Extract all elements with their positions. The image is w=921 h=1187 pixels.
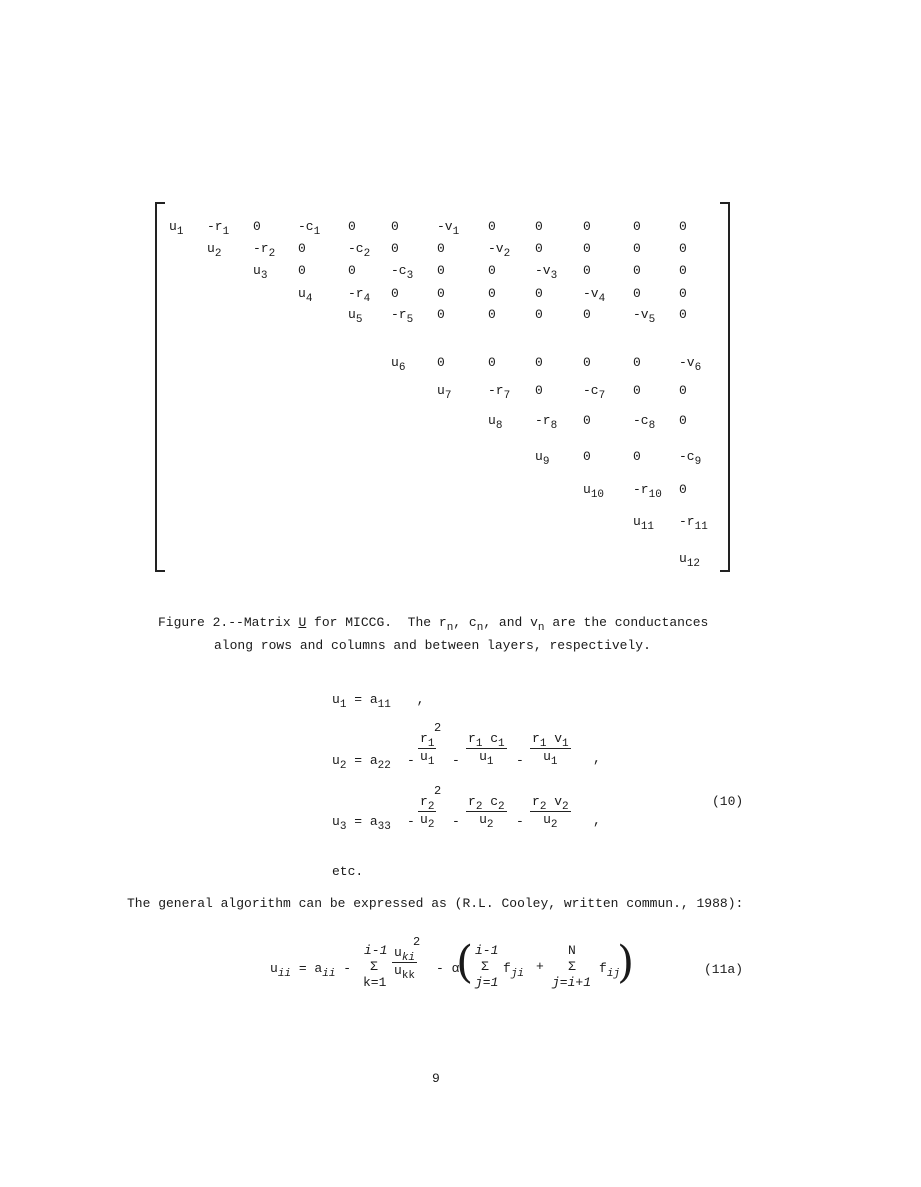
matrix-cell-r7-c9: 0 [535, 383, 543, 398]
matrix-cell-r5-c5: $u_5$ [348, 307, 363, 326]
superscript-2: 2 [413, 935, 421, 949]
caption-text: for MICCG. The r [306, 615, 447, 630]
fraction-r2c2-u2: $\frac{r_2 c_2}{u_2}$ [468, 794, 505, 831]
matrix-cell-r7-c8: $-r_7$ [488, 383, 511, 402]
sum2-upper-limit: i-1 [475, 943, 499, 958]
fraction-uki-ukk: $u_{ki}$ $u_{kk}$ [394, 945, 416, 982]
fraction-r1v1-u1: $\frac{r_1 v_1}{u_1}$ [532, 731, 569, 768]
matrix-cell-r2-c6: 0 [391, 241, 399, 256]
sigma-symbol: Σ [568, 959, 576, 974]
page-number: 9 [432, 1071, 440, 1086]
equation-u3-lhs: $u_3 = a_{33}$ [332, 814, 391, 833]
matrix-cell-r8-c11: $-c_8$ [633, 413, 656, 432]
matrix-cell-r4-c7: 0 [437, 286, 445, 301]
minus-sign: - [452, 753, 460, 768]
superscript-2: 2 [434, 784, 442, 798]
matrix-cell-r10-c10: $u_{10}$ [583, 482, 605, 501]
caption-matrix-symbol: U [298, 615, 307, 630]
comma: , [593, 751, 601, 766]
matrix-cell-r1-c4: $-c_1$ [298, 219, 321, 238]
matrix-cell-r2-c8: $-v_2$ [488, 241, 511, 260]
matrix-cell-r8-c8: $u_8$ [488, 413, 503, 432]
minus-sign: - [407, 753, 415, 768]
plus-sign: + [536, 959, 544, 974]
matrix-cell-r2-c12: 0 [679, 241, 687, 256]
matrix-cell-r5-c12: 0 [679, 307, 687, 322]
matrix-cell-r2-c9: 0 [535, 241, 543, 256]
matrix-cell-r5-c11: $-v_5$ [633, 307, 656, 326]
matrix-cell-r1-c3: 0 [253, 219, 261, 234]
caption-text: are the conductances [544, 615, 709, 630]
minus-sign: - [516, 814, 524, 829]
matrix-cell-r10-c11: $-r_{10}$ [633, 482, 662, 501]
matrix-cell-r6-c9: 0 [535, 355, 543, 370]
superscript-2: 2 [434, 721, 442, 735]
matrix-cell-r5-c7: 0 [437, 307, 445, 322]
matrix-cell-r1-c7: $-v_1$ [437, 219, 460, 238]
matrix-cell-r12-c12: $u_{12}$ [679, 551, 701, 570]
matrix-cell-r5-c8: 0 [488, 307, 496, 322]
equation-number-10: (10) [712, 794, 744, 809]
matrix-cell-r3-c12: 0 [679, 263, 687, 278]
matrix-cell-r5-c10: 0 [583, 307, 591, 322]
matrix-cell-r7-c12: 0 [679, 383, 687, 398]
sum3-lower-limit: j=i+1 [552, 975, 592, 990]
comma: , [593, 813, 601, 828]
matrix-cell-r2-c3: $-r_2$ [253, 241, 276, 260]
right-bracket [720, 202, 730, 572]
f-ij: $f_{ij}$ [599, 961, 621, 980]
matrix-u [155, 202, 730, 570]
matrix-cell-r2-c4: 0 [298, 241, 306, 256]
etc-text: etc. [332, 864, 364, 879]
matrix-cell-r6-c7: 0 [437, 355, 445, 370]
minus-sign: - [407, 814, 415, 829]
matrix-cell-r6-c10: 0 [583, 355, 591, 370]
caption-subscript: n [537, 622, 545, 634]
matrix-cell-r1-c10: 0 [583, 219, 591, 234]
matrix-cell-r9-c12: $-c_9$ [679, 449, 702, 468]
equation-number-11a: (11a) [704, 962, 744, 977]
matrix-cell-r3-c8: 0 [488, 263, 496, 278]
matrix-cell-r4-c4: $u_4$ [298, 286, 313, 305]
caption-subscript: n [446, 622, 454, 634]
fraction-r2v2-u2: $\frac{r_2 v_2}{u_2}$ [532, 794, 569, 831]
matrix-cell-r2-c11: 0 [633, 241, 641, 256]
figure-caption [158, 612, 758, 657]
matrix-cell-r5-c9: 0 [535, 307, 543, 322]
sum3-upper-limit: N [568, 943, 576, 958]
fraction-r1c1-u1: $\frac{r_1 c_1}{u_1}$ [468, 731, 505, 768]
matrix-cell-r1-c6: 0 [391, 219, 399, 234]
matrix-cell-r3-c4: 0 [298, 263, 306, 278]
fraction-r2sq-u2: $\frac{r_2}{u_2}$ [420, 794, 435, 831]
matrix-cell-r6-c11: 0 [633, 355, 641, 370]
matrix-cell-r1-c12: 0 [679, 219, 687, 234]
matrix-cell-r1-c11: 0 [633, 219, 641, 234]
matrix-cell-r6-c6: $u_6$ [391, 355, 406, 374]
equation-u2-lhs: $u_2 = a_{22}$ [332, 753, 391, 772]
left-parenthesis: ( [456, 937, 474, 988]
matrix-cell-r3-c7: 0 [437, 263, 445, 278]
matrix-cell-r5-c6: $-r_5$ [391, 307, 414, 326]
matrix-cell-r7-c11: 0 [633, 383, 641, 398]
matrix-cell-r3-c11: 0 [633, 263, 641, 278]
minus-alpha: - α [436, 961, 460, 976]
caption-line-2: along rows and columns and between layers, respectively. [214, 638, 651, 653]
sum1-lower-limit: k=1 [363, 975, 387, 990]
matrix-cell-r2-c10: 0 [583, 241, 591, 256]
right-parenthesis: ) [617, 937, 635, 988]
equation-11a-lhs: $u_{ii} = a_{ii}$ - [270, 961, 352, 980]
sum1-upper-limit: i-1 [364, 943, 388, 958]
matrix-cell-r4-c8: 0 [488, 286, 496, 301]
matrix-cell-r1-c5: 0 [348, 219, 356, 234]
matrix-cell-r7-c10: $-c_7$ [583, 383, 606, 402]
matrix-cell-r7-c7: $u_7$ [437, 383, 452, 402]
matrix-cell-r2-c2: $u_2$ [207, 241, 222, 260]
matrix-cell-r1-c8: 0 [488, 219, 496, 234]
matrix-cell-r4-c12: 0 [679, 286, 687, 301]
matrix-cell-r3-c6: $-c_3$ [391, 263, 414, 282]
minus-sign: - [516, 753, 524, 768]
matrix-cell-r8-c10: 0 [583, 413, 591, 428]
matrix-cell-r4-c10: $-v_4$ [583, 286, 606, 305]
caption-text: , c [453, 615, 477, 630]
matrix-cell-r4-c5: $-r_4$ [348, 286, 371, 305]
matrix-cell-r1-c9: 0 [535, 219, 543, 234]
matrix-cell-r3-c5: 0 [348, 263, 356, 278]
matrix-cell-r6-c12: $-v_6$ [679, 355, 702, 374]
matrix-cell-r3-c3: $u_3$ [253, 263, 268, 282]
matrix-cell-r4-c6: 0 [391, 286, 399, 301]
matrix-cell-r1-c2: $-r_1$ [207, 219, 230, 238]
matrix-cell-r10-c12: 0 [679, 482, 687, 497]
matrix-cell-r4-c11: 0 [633, 286, 641, 301]
matrix-cell-r11-c12: $-r_{11}$ [679, 514, 708, 533]
body-paragraph: The general algorithm can be expressed as (R.L. Cooley, written commun., 1988): [127, 896, 744, 911]
matrix-cell-r8-c9: $-r_8$ [535, 413, 558, 432]
matrix-cell-r8-c12: 0 [679, 413, 687, 428]
matrix-cell-r9-c9: $u_9$ [535, 449, 550, 468]
caption-text: , and v [483, 615, 538, 630]
equation-u1: $u_1 = a_{11}$ , [332, 692, 425, 711]
minus-sign: - [452, 814, 460, 829]
matrix-cell-r2-c7: 0 [437, 241, 445, 256]
f-ji: $f_{ji}$ [503, 961, 525, 980]
left-bracket [155, 202, 165, 572]
matrix-cell-r3-c9: $-v_3$ [535, 263, 558, 282]
matrix-cell-r6-c8: 0 [488, 355, 496, 370]
matrix-cell-r9-c11: 0 [633, 449, 641, 464]
fraction-r1sq-u1: $\frac{r_1}{u_1}$ [420, 731, 435, 768]
sum2-lower-limit: j=1 [475, 975, 499, 990]
sigma-symbol: Σ [370, 959, 378, 974]
matrix-cell-r11-c11: $u_{11}$ [633, 514, 655, 533]
matrix-cell-r3-c10: 0 [583, 263, 591, 278]
matrix-cell-r4-c9: 0 [535, 286, 543, 301]
sigma-symbol: Σ [481, 959, 489, 974]
caption-subscript: n [476, 622, 484, 634]
caption-text: Figure 2.--Matrix [158, 615, 299, 630]
matrix-cell-r9-c10: 0 [583, 449, 591, 464]
matrix-cell-r2-c5: $-c_2$ [348, 241, 371, 260]
matrix-cell-r1-c1: $u_1$ [169, 219, 184, 238]
